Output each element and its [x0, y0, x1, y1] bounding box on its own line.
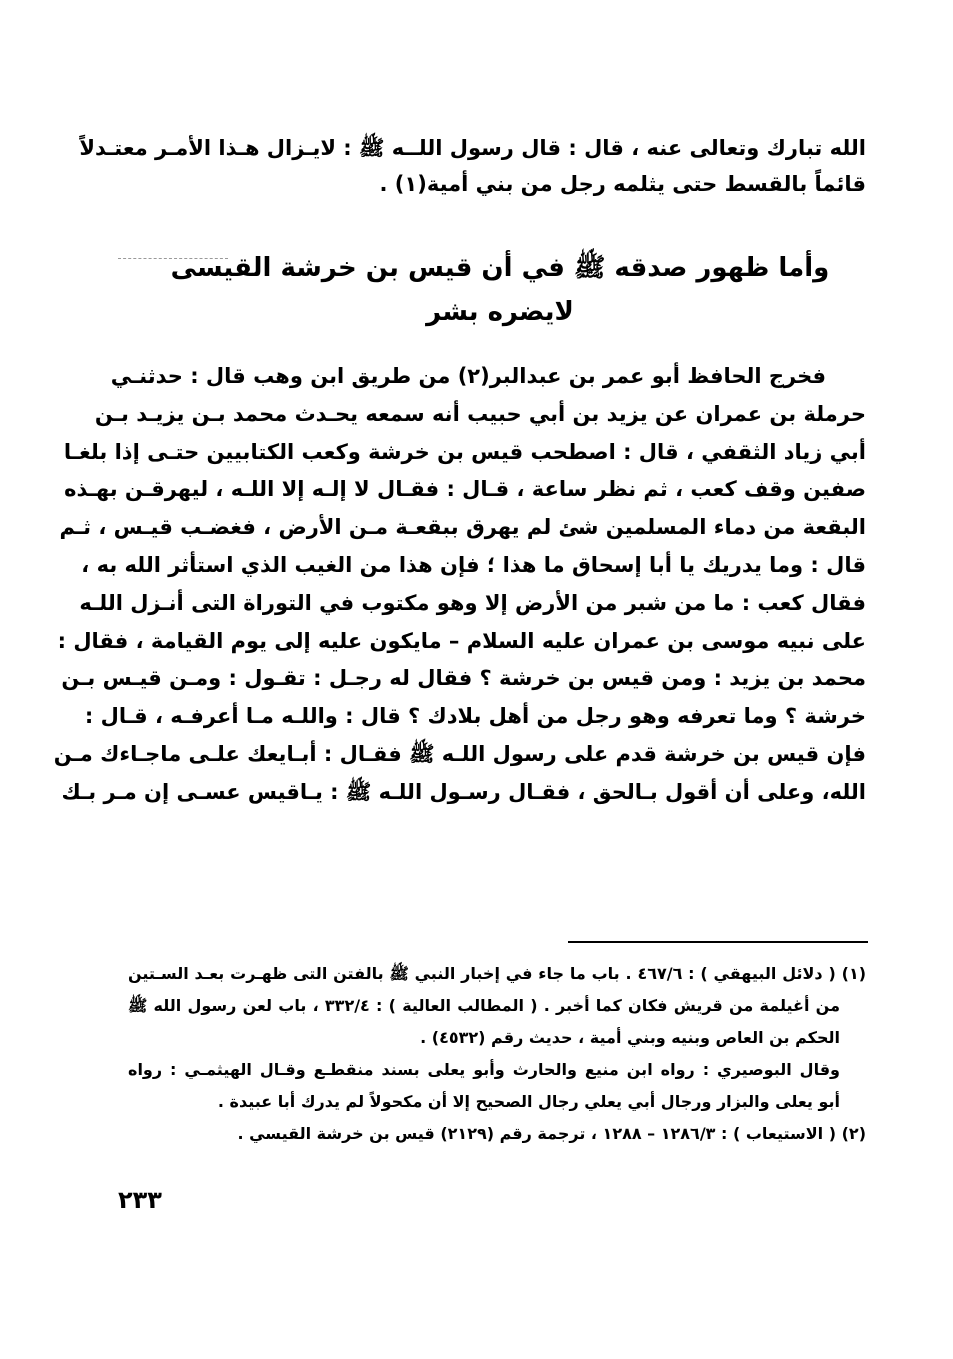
heading-line-2: لايضره بشر — [426, 297, 574, 327]
intro-line: الله تبارك وتعالى عنه ، قال : قال رسول اللــه ﷺ : لايـزال هـذا الأمـر معتـدلاً — [79, 136, 866, 160]
body-line: محمد بن يزيد : ومن قيس بن خرشة ؟ فقال له رجـل : تقـول : ومـن قيـس بـن — [61, 666, 866, 691]
section-heading — [120, 246, 880, 334]
body-line: فقال كعب : ما من شبر من الأرض إلا وهو مكتوب في التوراة التى أنـزل اللـه — [79, 590, 866, 615]
body-line: خرشة ؟ وما تعرفه وهو رجل من أهل بلادك ؟ قال : واللـه مـا أعرفـه ، قـال : — [84, 704, 866, 729]
body-line: فخرج الحافظ أبو عمر بن عبدالبر(٢) من طريق ابن وهب قال : حدثنـي — [110, 364, 826, 388]
body-line: قال : وما يدريك يا أبا إسحاق ما هذا ؛ فإن هذا من الغيب الذي استأثر الله به ، — [81, 552, 866, 577]
body-line: البقعة من دماء المسلمين شئ لم يهرق ببقعـة مـن الأرض ، فغضـب قيـس ، ثـم — [59, 515, 866, 540]
body-line: صفين وقف كعب ، ثم نظر ساعة ، قـال : فقـال لا إلـه إلا اللـه ، ليهرقـن بهـذه — [64, 477, 866, 502]
heading-line-1: وأما ظهور صدقه ﷺ في أن قيس بن خرشة القيسى — [170, 253, 830, 283]
footnote-line: من أغيلمة من قريش فكان كما أخبر . ( المطالب العالية ) : ٣٣٢/٤ ، باب لعن رسول الله ﷺ — [128, 996, 840, 1015]
footnote-line: الحكم بن العاص وبنيه وبني أمية ، حديث رقم (٤٥٣٢) . — [420, 1028, 840, 1047]
footnote-line: أبو يعلى والبزار ورجال أبي يعلي رجال الصحيح إلا أن مكحولاً لم يدرك أبا عبيدة . — [217, 1092, 840, 1111]
footnote-line: (١) ( دلائل البيهقي ) : ٤٦٧/٦ . باب ما جاء في إخبار النبي ﷺ بالفتن التى ظهـرت بعـد السـتين — [128, 964, 867, 983]
page-number: ٢٣٣ — [118, 1186, 162, 1214]
footnotes — [128, 958, 866, 1150]
body-line: فإن قيس بن خرشة قدم على رسول اللـه ﷺ فقـال : أبـايعك علـى ماجـاءك مـن — [53, 741, 866, 766]
body-line: على نبيه موسى بن عمران عليه السلام – مايكون عليه إلى يوم القيامة ، فقال : — [57, 628, 866, 653]
footnote-line: وقال البوصيري : رواه ابن منيع والحارث وأبو يعلى بسند منقطـع وقـال الهيثمـي : رواه — [128, 1060, 840, 1079]
main-paragraph — [53, 358, 866, 812]
body-line: حرملة بن عمران عن يزيد بن أبي حبيب أنه سمعه يحـدث محمد بـن يزيـد بـن — [94, 401, 866, 426]
body-line: الله، وعلى أن أقول بـالحق ، فقـال رسـول اللـه ﷺ : يـاقيس عسـى إن مـر بـك — [61, 779, 866, 804]
intro-paragraph — [79, 130, 866, 202]
footnote-separator — [568, 941, 868, 943]
intro-line: قائماً بالقسط حتى يثلمه رجل من بني أمية(١) . — [379, 172, 866, 196]
body-line: أبي زياد الثقفي ، قال : اصطحب قيس بن خرشة وكعب الكتابيين حتـى إذا بلغـا — [63, 439, 866, 464]
footnote-line: (٢) ( الاستيعاب ) : ١٢٨٦/٣ – ١٢٨٨ ، ترجمة رقم (٢١٢٩) قيس بن خرشة القيسي . — [237, 1124, 866, 1143]
